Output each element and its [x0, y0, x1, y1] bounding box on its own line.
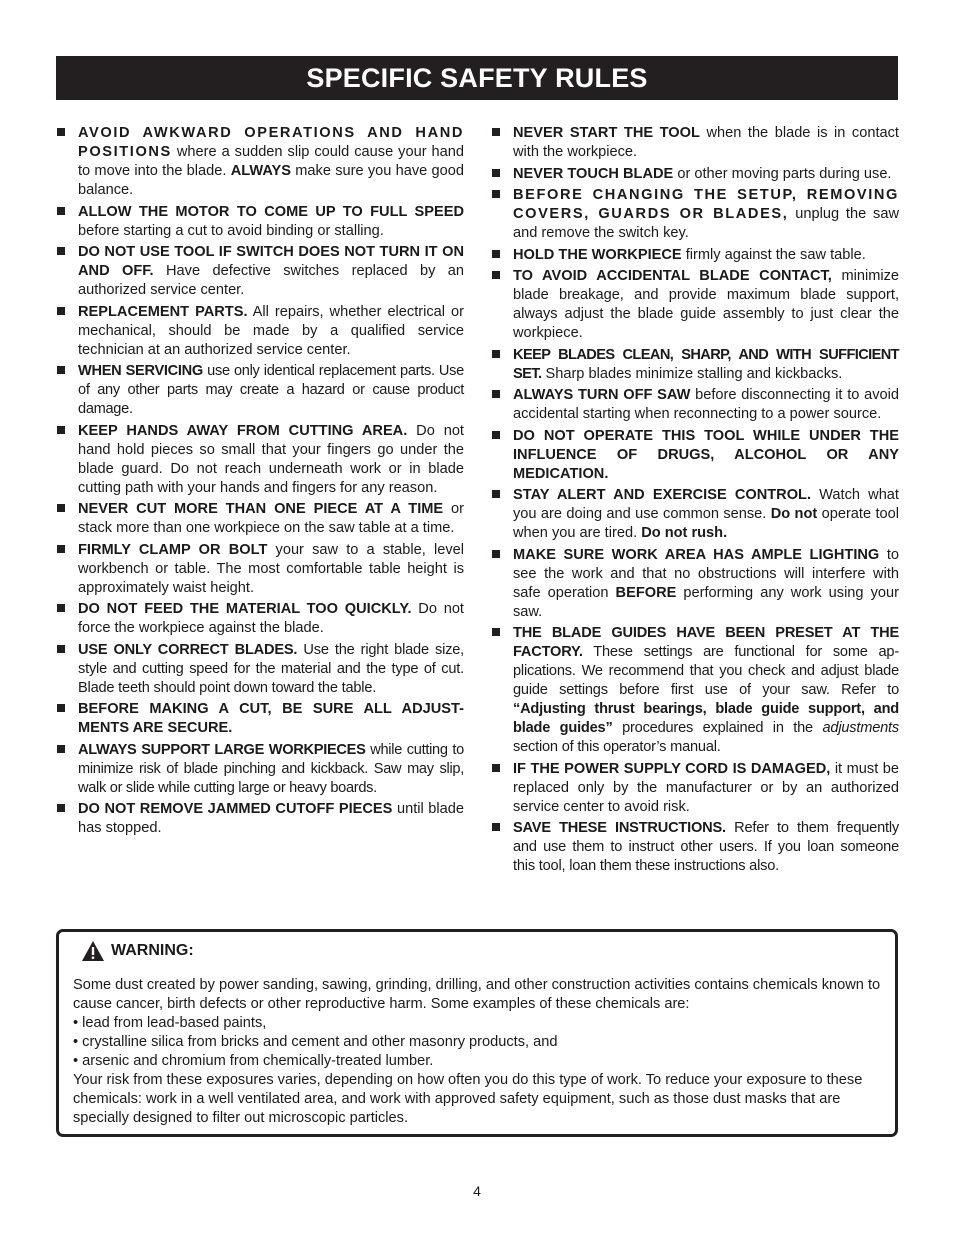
rule-item	[491, 386, 899, 424]
warning-intro: Some dust created by power sanding, sawing, grinding, drilling, and other construction activities contains chemicals known to cause cancer, birth defects or other reproductive harm. Some examples of these chemicals are:	[73, 977, 881, 1012]
rule-heading: SAVE THESE INSTRUCTIONS.	[513, 820, 726, 836]
rule-text: minimize blade breakage, and provide maximum blade support, always adjust the blade guide assembly to just clear the workpiece.	[513, 268, 900, 341]
rule-item	[491, 246, 899, 265]
rule-item	[491, 124, 899, 162]
square-bullet-icon	[492, 250, 500, 258]
rule-text: section of this operator’s manual.	[513, 739, 721, 755]
rule-heading: NEVER TOUCH BLADE	[513, 165, 674, 182]
rule-item	[56, 700, 464, 738]
rule-text: or stack more than one workpiece on the saw table at a time.	[78, 501, 465, 536]
warning-box	[56, 929, 898, 1137]
rule-item	[491, 427, 899, 484]
rule-heading: AVOID AWKWARD OPERATIONS AND HAND POSITIONS	[78, 125, 464, 160]
rule-item	[56, 741, 464, 798]
rule-item	[56, 541, 464, 598]
rule-text: Use the right blade size, style and cutting speed for the material and the type of cut. Blade teeth should point down toward the table.	[78, 641, 464, 696]
rule-text: operate tool when you are tired.	[513, 506, 899, 541]
rule-item	[491, 267, 899, 343]
rule-heading: IF THE POWER SUPPLY CORD IS DAMAGED,	[513, 760, 831, 777]
warning-header	[81, 940, 194, 962]
rule-item	[491, 546, 899, 622]
square-bullet-icon	[492, 764, 500, 772]
rule-heading: ALWAYS SUPPORT LARGE WORKPIECES	[78, 741, 366, 758]
square-bullet-icon	[57, 307, 65, 315]
rule-text: Do not hand hold pieces so small that your fingers go under the blade guard. Do not reach underneath work or in blade cutting path with your hands and fingers for any reason.	[78, 422, 464, 496]
square-bullet-icon	[57, 426, 65, 434]
square-bullet-icon	[57, 545, 65, 553]
rule-item	[491, 486, 899, 543]
rule-item	[56, 600, 464, 638]
rule-heading: REPLACEMENT PARTS.	[78, 303, 248, 320]
rule-text: Sharp blades minimize stalling and kickbacks.	[541, 365, 843, 382]
square-bullet-icon	[57, 604, 65, 612]
right-column	[491, 124, 899, 879]
rule-item	[491, 760, 899, 817]
rule-heading: DO NOT REMOVE JAMMED CUTOFF PIECES	[78, 801, 393, 817]
rule-text: make sure you have good balance.	[78, 163, 464, 198]
rule-item	[56, 303, 464, 360]
page-header	[56, 56, 898, 100]
rule-heading: DO NOT FEED THE MATERIAL TOO QUICKLY.	[78, 601, 412, 617]
rule-text: performing any work using your saw.	[513, 584, 899, 620]
rule-text: when the blade is in contact with the workpiece.	[513, 125, 899, 160]
page-title: SPECIFIC SAFETY RULES	[306, 62, 648, 93]
warning-bullet: • arsenic and chromium from chemically-treated lumber.	[73, 1053, 434, 1069]
square-bullet-icon	[492, 823, 500, 831]
rule-item	[56, 500, 464, 538]
rule-item	[491, 624, 899, 757]
rule-italic: adjustments	[822, 720, 899, 736]
rule-text: where a sudden slip could cause your hand to move into the blade.	[78, 144, 464, 179]
rule-item	[56, 641, 464, 698]
rule-item	[56, 203, 464, 241]
square-bullet-icon	[492, 350, 500, 358]
rule-text: Watch what you are doing and use common sense.	[513, 487, 899, 522]
rule-text: All repairs, whether electrical or mechanical, should be made by a qualified service technician at an authorized service center.	[78, 303, 464, 358]
warning-outro: Your risk from these exposures varies, depending on how often you do this type of work. To reduce your exposure to these chemicals: work in a well ventilated area, and work with approved safety equipment, such as those dust masks that are specially designed to filter out microscopic particles.	[73, 1072, 863, 1126]
rule-heading: STAY ALERT AND EXERCISE CONTROL.	[513, 487, 812, 503]
rule-item	[491, 819, 899, 876]
rule-heading: DO NOT USE TOOL IF SWITCH DOES NOT TURN IT ON AND OFF.	[78, 244, 464, 279]
warning-bullet: • lead from lead-based paints,	[73, 1015, 267, 1031]
rule-item	[56, 422, 464, 498]
square-bullet-icon	[57, 247, 65, 255]
square-bullet-icon	[57, 804, 65, 812]
square-bullet-icon	[492, 190, 500, 198]
square-bullet-icon	[57, 207, 65, 215]
warning-bullet: • crystalline silica from bricks and cement and other masonry products, and	[73, 1034, 558, 1050]
rule-text: while cutting to minimize risk of blade pinching and kickback. Saw may slip, walk or slide while cutting large or heavy boards.	[78, 741, 464, 796]
rule-item	[56, 243, 464, 300]
rule-emphasis: ALWAYS	[230, 163, 291, 179]
rule-emphasis: “Adjusting thrust bearings, blade guide support, and blade guides”	[513, 701, 899, 736]
rule-emphasis: BEFORE	[615, 584, 677, 601]
rule-heading: KEEP BLADES CLEAN, SHARP, AND WITH SUFFICIENT SET.	[513, 346, 899, 382]
rule-text: before disconnecting it to avoid accidental starting when reconnecting to a power source.	[513, 387, 899, 422]
rule-emphasis: Do not rush.	[641, 525, 728, 541]
rule-text: Do not force the workpiece against the blade.	[78, 601, 464, 636]
rule-heading: THE BLADE GUIDES HAVE BEEN PRESET AT THE FACTORY.	[513, 625, 899, 660]
square-bullet-icon	[492, 490, 500, 498]
rule-heading: BEFORE CHANGING THE SETUP, REMOVING COVERS, GUARDS OR BLADES,	[513, 187, 899, 222]
square-bullet-icon	[492, 628, 500, 636]
rule-text: procedures explained in the	[612, 720, 823, 736]
rule-item	[491, 186, 899, 243]
page-number: 4	[473, 1183, 481, 1199]
warning-title: WARNING:	[111, 942, 194, 959]
warning-triangle-icon	[81, 940, 105, 962]
rule-item	[491, 165, 899, 184]
square-bullet-icon	[57, 745, 65, 753]
rule-heading: WHEN SERVICING	[78, 363, 203, 379]
square-bullet-icon	[57, 128, 65, 136]
rule-text: use only identical replacement parts. Use of any other parts may create a hazard or cause product damage.	[78, 363, 464, 417]
rule-heading: USE ONLY CORRECT BLADES.	[78, 641, 298, 658]
rule-text: unplug the saw and remove the switch key.	[513, 206, 899, 241]
rule-text: it must be replaced only by the manufacturer or by an authorized service center to avoid risk.	[513, 760, 899, 815]
rule-emphasis: Do not	[770, 506, 818, 522]
square-bullet-icon	[492, 271, 500, 279]
rule-text: firmly against the saw table.	[681, 246, 866, 263]
rule-item	[56, 362, 464, 419]
square-bullet-icon	[57, 504, 65, 512]
rule-text: before starting a cut to avoid binding or stalling.	[78, 222, 384, 239]
square-bullet-icon	[57, 704, 65, 712]
rule-text: to see the work and that no obstructions will interfere with safe operation	[513, 546, 899, 601]
left-column	[56, 124, 464, 841]
rule-heading: NEVER START THE TOOL	[513, 125, 700, 141]
square-bullet-icon	[57, 645, 65, 653]
rule-heading: KEEP HANDS AWAY FROM CUTTING AREA.	[78, 422, 408, 439]
rule-heading: NEVER CUT MORE THAN ONE PIECE AT A TIME	[78, 501, 444, 517]
rule-heading: FIRMLY CLAMP OR BOLT	[78, 541, 268, 558]
rule-heading: HOLD THE WORKPIECE	[513, 246, 682, 263]
rule-heading: TO AVOID ACCIDENTAL BLADE CONTACT,	[513, 268, 832, 284]
square-bullet-icon	[492, 431, 500, 439]
square-bullet-icon	[57, 366, 65, 374]
rule-heading: ALLOW THE MOTOR TO COME UP TO FULL SPEED	[78, 203, 464, 220]
rule-item	[491, 346, 899, 384]
rule-text: until blade has stopped.	[78, 801, 464, 836]
warning-body	[73, 976, 889, 1128]
rule-heading: DO NOT OPERATE THIS TOOL WHILE UNDER THE INFLUENCE OF DRUGS, ALCOHOL OR ANY MEDICATION.	[513, 427, 899, 482]
square-bullet-icon	[492, 169, 500, 177]
square-bullet-icon	[492, 390, 500, 398]
rule-text: Refer to them frequently and use them to instruct other users. If you loan someone this tool, loan them these instructions also.	[513, 820, 899, 874]
rule-text: These settings are functional for some ap-plications. We recommend that you check and adjust blade guide settings before first use of your saw. Refer to	[513, 644, 899, 698]
rule-item	[56, 124, 464, 200]
rule-text: Have defective switches replaced by an authorized service center.	[78, 263, 464, 298]
rule-heading: ALWAYS TURN OFF SAW	[513, 387, 691, 403]
rule-item	[56, 800, 464, 838]
square-bullet-icon	[492, 550, 500, 558]
rule-text: or other moving parts during use.	[673, 165, 892, 182]
rule-heading: BEFORE MAKING A CUT, BE SURE ALL ADJUST-MENTS ARE SECURE.	[78, 701, 464, 736]
rule-text: your saw to a stable, level workbench or table. The most comfortable table height is approximately waist height.	[78, 541, 464, 596]
rule-heading: MAKE SURE WORK AREA HAS AMPLE LIGHTING	[513, 546, 880, 563]
square-bullet-icon	[492, 128, 500, 136]
